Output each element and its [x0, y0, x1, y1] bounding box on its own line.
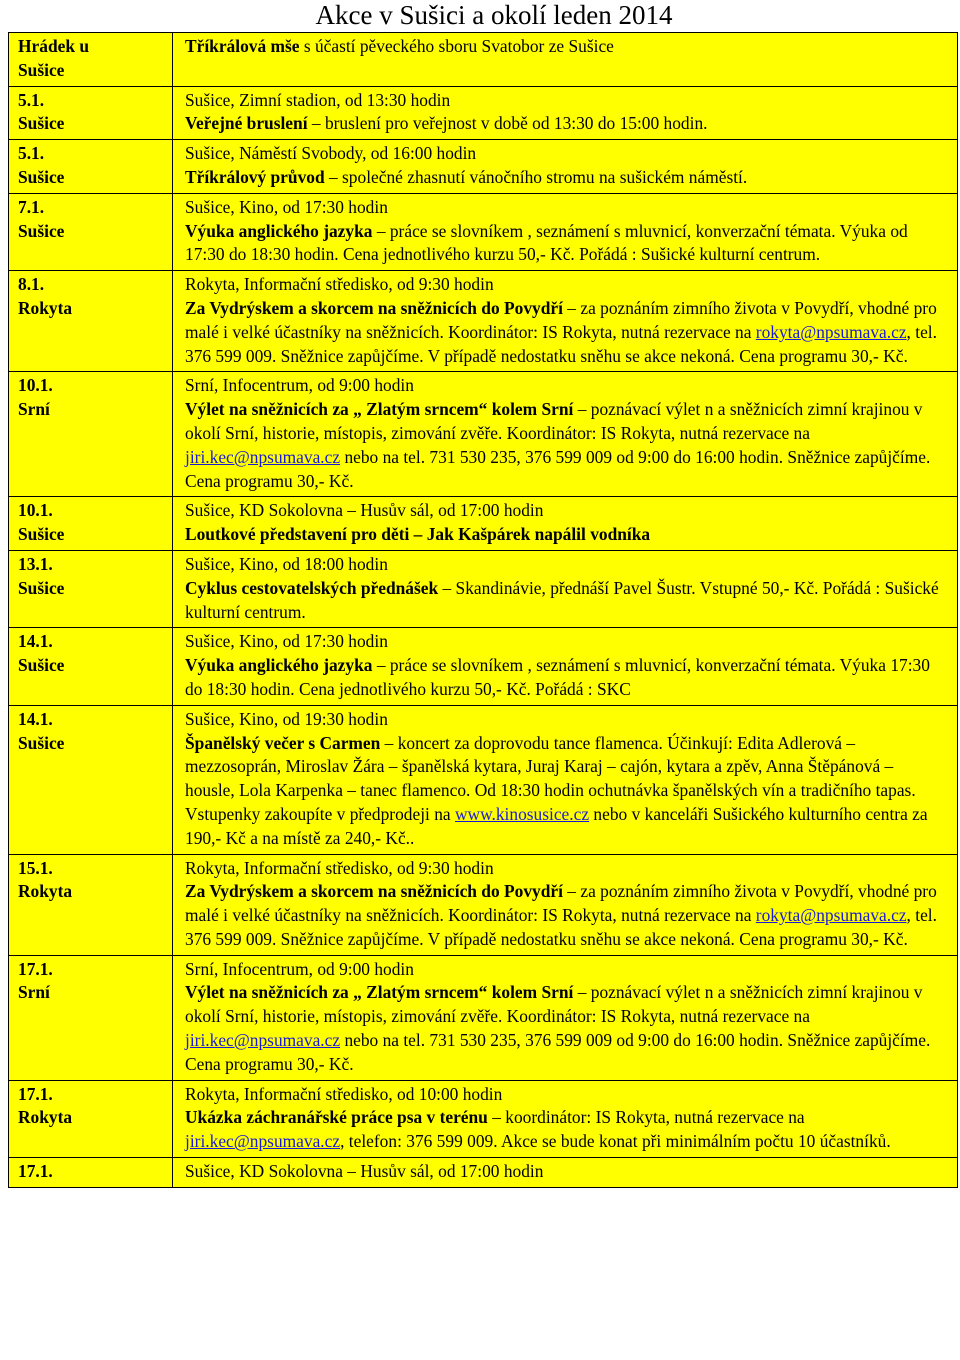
event-row [9, 497, 958, 551]
event-date-cell [9, 140, 173, 194]
event-text: – práce se slovníkem , seznámení s mluvnicí, konverzační témata. Výuka od 17:30 do 18:30 hodin. Cena jednotlivého kurzu 50,- Kč. Pořádá : Sušické kulturní centrum. [185, 220, 908, 265]
event-line [185, 654, 943, 702]
event-date-cell [9, 33, 173, 87]
event-text: , telefon: 376 599 009. Akce se bude konat při minimálním počtu 10 účastníků. [340, 1131, 891, 1152]
event-text: Sušice, Náměstí Svobody, od 16:00 hodin [185, 143, 477, 164]
event-description [173, 1158, 958, 1188]
email-link[interactable]: rokyta@npsumava.cz [755, 905, 907, 926]
event-line [185, 196, 943, 220]
event-title: Výuka anglického jazyka [185, 220, 373, 241]
event-text: – práce se slovníkem , seznámení s mluvnicí, konverzační témata. Výuka 17:30 do 18:30 hodin. Cena jednotlivého kurzu 50,- Kč. Pořádá : SKC [185, 655, 930, 699]
event-date-cell [9, 854, 173, 955]
event-date-cell [9, 193, 173, 270]
event-place: Srní [18, 399, 50, 420]
event-line [185, 857, 943, 881]
event-date: 5.1. [18, 89, 45, 110]
event-line [185, 112, 943, 136]
event-description [173, 854, 958, 955]
event-date: 13.1. [18, 553, 53, 574]
event-text: – koordinátor: IS Rokyta, nutná rezervace na [487, 1107, 805, 1128]
event-date-cell [9, 1158, 173, 1188]
event-description [173, 705, 958, 854]
event-description [173, 33, 958, 87]
event-row [9, 705, 958, 854]
event-line [185, 297, 943, 368]
event-date-cell [9, 372, 173, 497]
events-body [9, 33, 958, 1188]
event-line [185, 374, 943, 398]
event-date-cell [9, 628, 173, 705]
event-row [9, 372, 958, 497]
event-line [185, 398, 943, 493]
event-line [185, 142, 943, 166]
event-text: – společné zhasnutí vánočního stromu na sušickém náměstí. [324, 166, 748, 187]
event-text: Sušice, KD Sokolovna – Husův sál, od 17:00 hodin [185, 500, 544, 521]
email-link[interactable]: jiri.kec@npsumava.cz [185, 1030, 341, 1051]
event-place: Sušice [18, 166, 65, 187]
event-text: Rokyta, Informační středisko, od 10:00 hodin [185, 1083, 503, 1104]
event-row [9, 550, 958, 627]
event-place: Sušice [18, 655, 65, 676]
email-link[interactable]: www.kinosusice.cz [454, 803, 590, 824]
event-text: Sušice, Kino, od 17:30 hodin [185, 631, 388, 652]
event-line [185, 630, 943, 654]
event-title: Tříkrálová mše [185, 36, 300, 56]
event-line [185, 880, 943, 951]
event-text: nebo na tel. 731 530 235, 376 599 009 od 9:00 do 16:00 hodin. Sněžnice zapůjčíme. Cena programu 30,- Kč. [185, 446, 931, 491]
event-line [185, 166, 943, 190]
event-text: Sušice, Kino, od 17:30 hodin [185, 196, 388, 217]
event-description [173, 372, 958, 497]
event-line [185, 981, 943, 1076]
events-table [8, 32, 958, 1188]
event-description [173, 140, 958, 194]
event-line [185, 1106, 943, 1154]
event-title: Výuka anglického jazyka [185, 655, 373, 676]
event-place: Sušice [18, 113, 65, 134]
event-row [9, 33, 958, 87]
event-date-cell [9, 1080, 173, 1157]
event-line [185, 89, 943, 113]
event-date: 7.1. [18, 196, 45, 217]
event-place: Srní [18, 982, 50, 1003]
event-description [173, 1080, 958, 1157]
event-title: Loutkové představení pro děti – Jak Kašpárek napálil vodníka [185, 524, 651, 545]
event-title: Španělský večer s Carmen [185, 732, 381, 753]
event-text: nebo v kanceláři Sušického kulturního centra za 190,- Kč a na místě za 240,- Kč.. [185, 803, 928, 848]
event-row [9, 955, 958, 1080]
event-line [185, 499, 943, 523]
event-row [9, 854, 958, 955]
event-place: Sušice [18, 524, 65, 545]
event-title: Tříkrálový průvod [185, 166, 325, 187]
event-line [185, 523, 943, 547]
page-title-text: Akce v Sušici a okolí leden 2014 [315, 0, 673, 30]
event-text: – za poznáním zimního života v Povydří, vhodné pro malé i velké účastníky na sněžnicích. Koordinátor: IS Rokyta, nutná rezervace na [185, 297, 937, 342]
event-date-cell [9, 86, 173, 140]
event-date: 14.1. [18, 708, 53, 729]
event-title: Výlet na sněžnicích za „ Zlatým srncem“ kolem Srní [185, 982, 574, 1003]
event-description [173, 550, 958, 627]
event-date: 5.1. [18, 143, 45, 164]
event-title: Veřejné bruslení [185, 113, 308, 134]
event-title: Cyklus cestovatelských přednášek [185, 577, 439, 598]
event-text: , tel. 376 599 009. Sněžnice zapůjčíme. V případě nedostatku sněhu se akce nekoná. Cena programu 30,- Kč. [185, 321, 937, 366]
event-row [9, 86, 958, 140]
event-text: Srní, Infocentrum, od 9:00 hodin [185, 375, 414, 396]
event-row [9, 628, 958, 705]
event-date: 8.1. [18, 274, 45, 295]
event-line [185, 553, 943, 577]
event-date: 15.1. [18, 857, 53, 878]
event-text: nebo na tel. 731 530 235, 376 599 009 od 9:00 do 16:00 hodin. Sněžnice zapůjčíme. Cena programu 30,- Kč. [185, 1030, 931, 1074]
email-link[interactable]: jiri.kec@npsumava.cz [185, 446, 341, 467]
event-date: Hrádek u [18, 36, 90, 56]
event-text: – Skandinávie, přednáší Pavel Šustr. Vstupné 50,- Kč. Pořádá : Sušické kulturní centrum. [185, 577, 939, 622]
event-place: Sušice [18, 577, 65, 598]
event-line [185, 1160, 943, 1184]
event-line [185, 35, 943, 59]
event-place: Sušice [18, 59, 65, 80]
event-date: 10.1. [18, 375, 53, 396]
event-text: – poznávací výlet n a sněžnicích zimní krajinou v okolí Srní, historie, místopis, zimování zvěře. Koordinátor: IS Rokyta, nutná rezervace na [185, 399, 923, 443]
event-row [9, 140, 958, 194]
event-description [173, 628, 958, 705]
event-text: Sušice, Kino, od 18:00 hodin [185, 553, 388, 574]
event-text: – za poznáním zimního života v Povydří, vhodné pro malé i velké účastníky na sněžnicích. Koordinátor: IS Rokyta, nutná rezervace na [185, 881, 937, 926]
event-title: Ukázka záchranářské práce psa v terénu [185, 1107, 488, 1128]
event-line [185, 732, 943, 851]
event-text: Sušice, Zimní stadion, od 13:30 hodin [185, 89, 451, 110]
event-date-cell [9, 271, 173, 372]
event-title: Za Vydrýskem a skorcem na sněžnicích do Povydří [185, 297, 563, 318]
event-row [9, 193, 958, 270]
event-line [185, 708, 943, 732]
event-description [173, 271, 958, 372]
event-line [185, 220, 943, 268]
event-line [185, 1083, 943, 1107]
event-date-cell [9, 705, 173, 854]
event-date-cell [9, 550, 173, 627]
event-row [9, 1080, 958, 1157]
event-date: 14.1. [18, 631, 53, 652]
event-row [9, 1158, 958, 1188]
event-description [173, 86, 958, 140]
event-line [185, 273, 943, 297]
event-date: 17.1. [18, 1161, 53, 1182]
event-text: Srní, Infocentrum, od 9:00 hodin [185, 958, 414, 979]
event-place: Sušice [18, 220, 65, 241]
event-date-cell [9, 497, 173, 551]
event-text: – poznávací výlet n a sněžnicích zimní krajinou v okolí Srní, historie, místopis, zimování zvěře. Koordinátor: IS Rokyta, nutná rezervace na [185, 982, 923, 1027]
event-line [185, 577, 943, 625]
event-description [173, 955, 958, 1080]
event-place: Rokyta [18, 297, 73, 318]
event-place: Sušice [18, 732, 65, 753]
event-description [173, 193, 958, 270]
event-text: – koncert za doprovodu tance flamenca. Účinkují: Edita Adlerová – mezzosoprán, Miroslav Žára – španělská kytara, Juraj Karaj – cajón, kytara a zpěv, Anna Štěpánová – housle, Lola Karpenka – tanec flamenco. Od 18:30 hodin ochutnávka španělských vín a tradičního tapas. Vstupenky zakoupíte v předprodeji na [185, 732, 916, 824]
event-title: Výlet na sněžnicích za „ Zlatým srncem“ kolem Srní [185, 399, 574, 420]
event-date: 10.1. [18, 500, 53, 521]
event-text: Rokyta, Informační středisko, od 9:30 hodin [185, 857, 494, 878]
event-description [173, 497, 958, 551]
event-text: – bruslení pro veřejnost v době od 13:30 do 15:00 hodin. [307, 113, 708, 134]
event-line [185, 958, 943, 982]
event-date-cell [9, 955, 173, 1080]
event-text: Rokyta, Informační středisko, od 9:30 hodin [185, 274, 494, 295]
event-row [9, 271, 958, 372]
email-link[interactable]: jiri.kec@npsumava.cz [185, 1131, 341, 1152]
event-text: , tel. 376 599 009. Sněžnice zapůjčíme. V případě nedostatku sněhu se akce nekoná. Cena programu 30,- Kč. [185, 905, 937, 949]
event-text: Sušice, Kino, od 19:30 hodin [185, 708, 388, 729]
email-link[interactable]: rokyta@npsumava.cz [755, 321, 907, 342]
event-text: Sušice, KD Sokolovna – Husův sál, od 17:00 hodin [185, 1161, 544, 1182]
event-text: s účastí pěveckého sboru Svatobor ze Sušice [299, 36, 614, 56]
event-place: Rokyta [18, 1107, 73, 1128]
event-date: 17.1. [18, 958, 53, 979]
event-title: Za Vydrýskem a skorcem na sněžnicích do Povydří [185, 881, 563, 902]
event-place: Rokyta [18, 881, 73, 902]
event-date: 17.1. [18, 1083, 53, 1104]
